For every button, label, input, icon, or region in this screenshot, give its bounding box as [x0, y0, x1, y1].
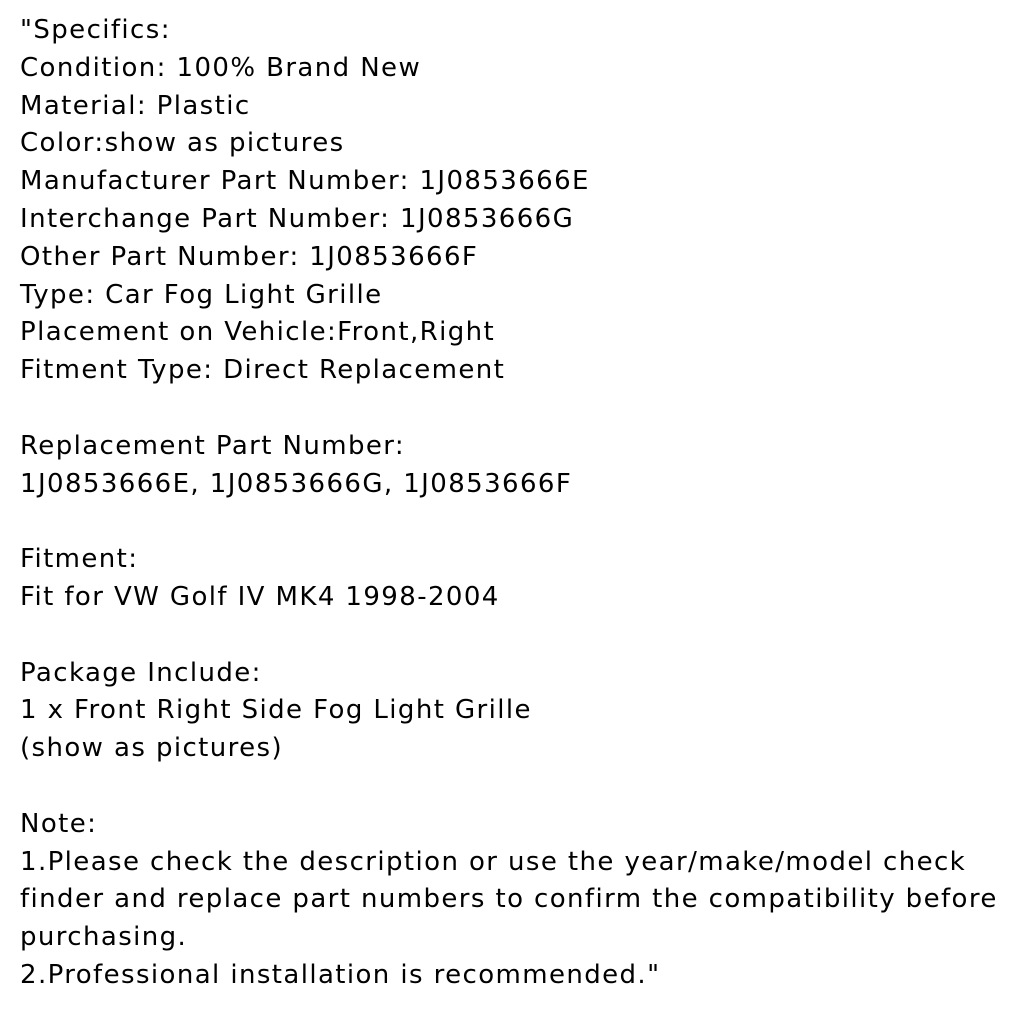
placement-line: Placement on Vehicle:Front,Right — [20, 317, 496, 348]
color-line: Color:show as pictures — [20, 128, 345, 159]
package-item: 1 x Front Right Side Fog Light Grille — [20, 695, 532, 726]
spacer — [20, 503, 1004, 541]
spacer — [20, 390, 1004, 428]
note-heading: Note: — [20, 808, 98, 839]
package-note: (show as pictures) — [20, 733, 284, 764]
note-line-4: 2.Professional installation is recommended." — [20, 959, 661, 990]
other-part-number-line: Other Part Number: 1J0853666F — [20, 241, 479, 272]
package-heading: Package Include: — [20, 657, 262, 688]
specifics-heading: "Specifics: — [20, 15, 171, 45]
condition-line: Condition: 100% Brand New — [20, 52, 422, 83]
interchange-part-number-line: Interchange Part Number: 1J0853666G — [20, 203, 575, 234]
note-line-3: purchasing. — [20, 922, 188, 953]
replacement-numbers: 1J0853666E, 1J0853666G, 1J0853666F — [20, 468, 573, 499]
fitment-heading: Fitment: — [20, 544, 139, 575]
fitment-vehicle: Fit for VW Golf IV MK4 1998-2004 — [20, 581, 500, 612]
material-line: Material: Plastic — [20, 90, 251, 121]
fitment-type-line: Fitment Type: Direct Replacement — [20, 355, 506, 386]
manufacturer-part-number-line: Manufacturer Part Number: 1J0853666E — [20, 166, 590, 197]
spacer — [20, 768, 1004, 806]
spacer — [20, 617, 1004, 655]
replacement-heading: Replacement Part Number: — [20, 430, 406, 461]
note-line-1: 1.Please check the description or use the year/make/model check — [20, 846, 967, 877]
note-line-2: finder and replace part numbers to confirm the compatibility before — [20, 884, 998, 915]
type-line: Type: Car Fog Light Grille — [20, 279, 383, 310]
